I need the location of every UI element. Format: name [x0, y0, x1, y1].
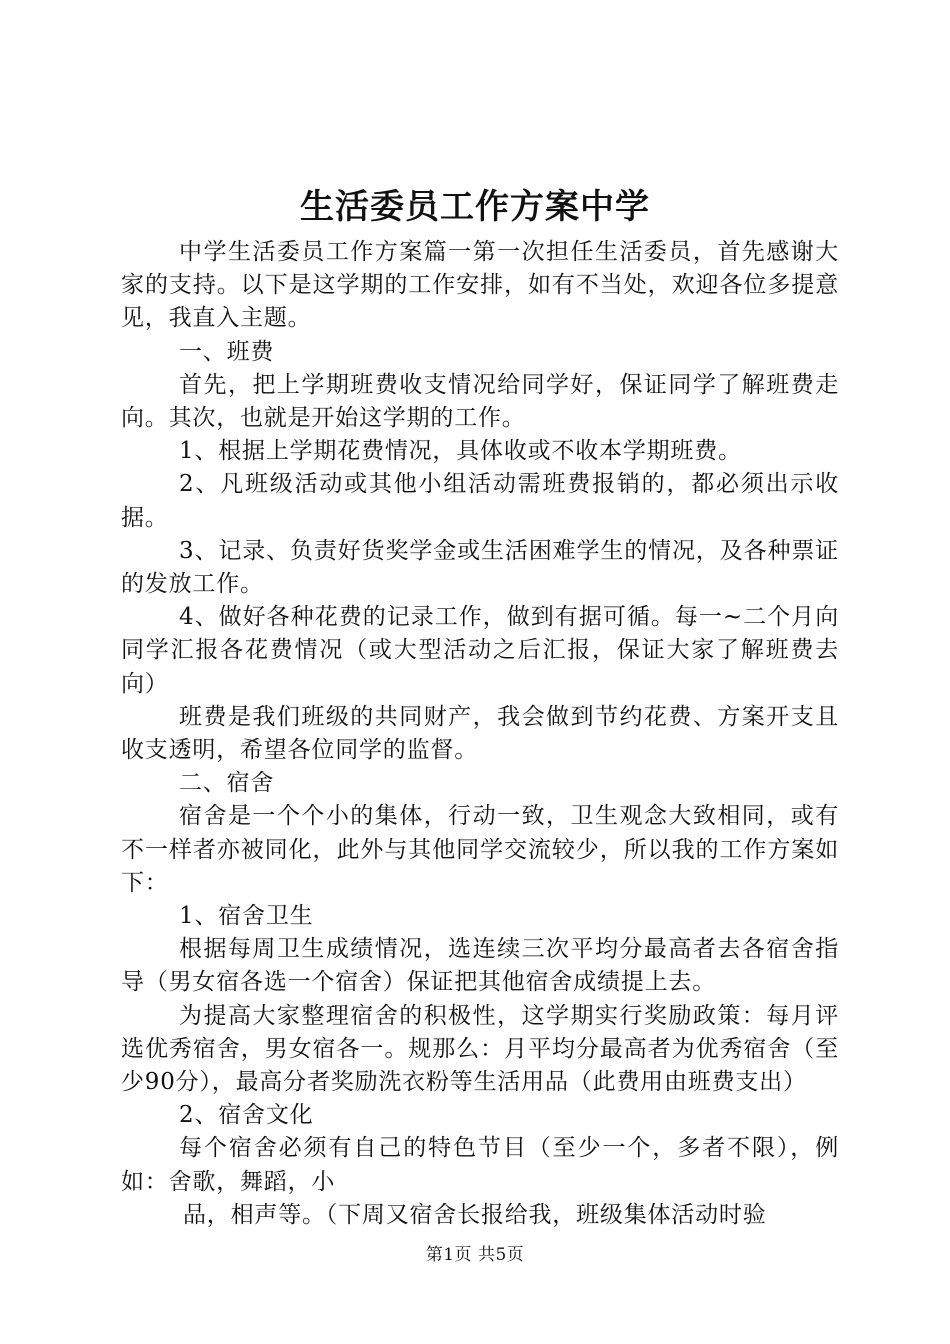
section-heading: 二、宿舍 [179, 770, 275, 797]
paragraph: 班费是我们班级的共同财产，我会做到节约花费、方案开支且收支透明，希望各位同学的监督。 [121, 703, 839, 764]
list-item: 1、根据上学期花费情况，具体收或不收本学期班费。 [179, 438, 742, 465]
paragraph: 根据每周卫生成绩情况，选连续三次平均分最高者去各宿舍指导（男女宿各选一个宿舍）保证把其他宿舍成绩提上去。 [121, 936, 839, 996]
list-item: 3、记录、负责好货奖学金或生活困难学生的情况，及各种票证的发放工作。 [121, 537, 839, 598]
paragraph: 每个宿舍必须有自己的特色节目（至少一个，多者不限），例如：舍歌，舞蹈，小 [121, 1135, 839, 1195]
subsection-heading: 2、宿舍文化 [179, 1102, 314, 1129]
paragraph: 中学生活委员工作方案篇一第一次担任生活委员，首先感谢大家的支持。以下是这学期的工作安排，如有不当处，欢迎各位多提意见，我直入主题。 [121, 239, 839, 332]
list-item: 2、凡班级活动或其他小组活动需班费报销的，都必须出示收据。 [121, 471, 839, 531]
paragraph: 宿舍是一个个小的集体，行动一致，卫生观念大致相同，或有不一样者亦被同化，此外与其他同学交流较少，所以我的工作方案如下： [121, 803, 839, 896]
subsection-heading: 1、宿舍卫生 [179, 903, 314, 930]
section-heading: 一、班费 [179, 338, 275, 365]
paragraph: 首先，把上学期班费收支情况给同学好，保证同学了解班费走向。其次，也就是开始这学期的工作。 [121, 371, 839, 432]
page-indicator: 第1页 共5页 [425, 1245, 525, 1265]
document-title: 生活委员工作方案中学 [300, 187, 650, 227]
paragraph: 为提高大家整理宿舍的积极性，这学期实行奖励政策：每月评选优秀宿舍，男女宿各一。规那么：月平均分最高者为优秀宿舍（至少90分），最高分者奖励洗衣粉等生活用品（此费用由班费支出） [121, 1002, 839, 1096]
paragraph: 品，相声等。（下周又宿舍长报给我，班级集体活动时验 [183, 1201, 767, 1228]
list-item: 4、做好各种花费的记录工作，做到有据可循。每一~二个月向同学汇报各花费情况（或大型活动之后汇报，保证大家了解班费去向） [121, 604, 839, 697]
document-body [121, 236, 839, 1232]
